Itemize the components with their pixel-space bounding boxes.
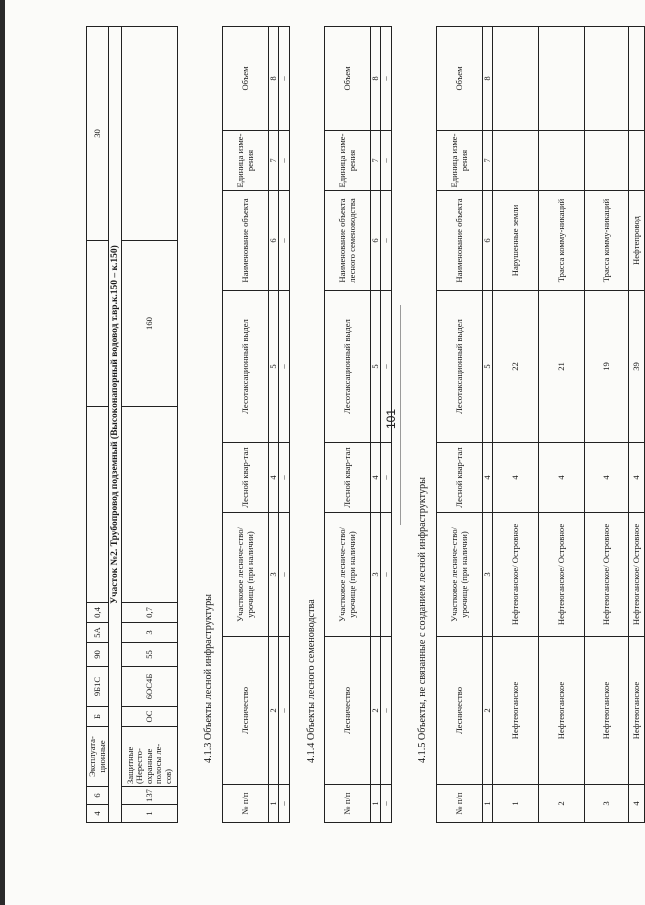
cell: 3 xyxy=(269,513,279,637)
cell: Трасса комму-никаций xyxy=(539,191,585,291)
cell: 137 xyxy=(122,787,178,805)
cell: 3 xyxy=(122,623,178,643)
cell: – xyxy=(381,443,391,513)
cell: 1 xyxy=(493,785,539,823)
cell: Наименование объекта xyxy=(437,191,483,291)
table-row xyxy=(539,27,585,823)
cell: 9Б1С xyxy=(87,667,109,707)
cell: Нарушенные земли xyxy=(493,191,539,291)
cell: – xyxy=(279,637,289,785)
cell xyxy=(87,407,109,603)
cell: 4 xyxy=(87,805,109,823)
cell: Нефтеюганское/ Островное xyxy=(585,513,629,637)
cell: 22 xyxy=(493,291,539,443)
scan-edge-shadow xyxy=(0,0,5,905)
cell xyxy=(87,241,109,407)
cell: ОС xyxy=(122,707,178,727)
table-4-1-3 xyxy=(222,26,290,823)
cell: – xyxy=(279,27,289,131)
section-heading: Участок №2. Трубопровод подземный (Высоконапорный водовод т.вр.к.150 – к.150) xyxy=(109,27,122,823)
cell xyxy=(493,131,539,191)
cell: Лесной квар-тал xyxy=(325,443,371,513)
cell: Лесничество xyxy=(437,637,483,785)
cell: Нефтеюганское xyxy=(629,637,645,785)
cell: Нефтеюганское/ Островное xyxy=(493,513,539,637)
section-title-4-1-4: 4.1.4 Объекты лесного семеноводства xyxy=(306,599,317,763)
cell: Наименование объекта xyxy=(223,191,269,291)
cell: Лесотаксационный выдел xyxy=(223,291,269,443)
cell: – xyxy=(279,191,289,291)
cell xyxy=(629,131,645,191)
cell: Трасса комму-никаций xyxy=(585,191,629,291)
cell xyxy=(122,27,178,241)
cell: 5А xyxy=(87,623,109,643)
cell: 7 xyxy=(269,131,279,191)
cell: – xyxy=(381,291,391,443)
table-4-1-4 xyxy=(324,26,392,823)
cell: № п/п xyxy=(223,785,269,823)
cell: 6 xyxy=(269,191,279,291)
cell: 7 xyxy=(483,131,493,191)
table-4-1-3-header xyxy=(223,27,269,823)
table-continuation xyxy=(86,26,178,823)
cell xyxy=(585,27,629,131)
cell: Объем xyxy=(223,27,269,131)
cell: Участковое лесниче-ство/урочище (при наличии) xyxy=(325,513,371,637)
cell: – xyxy=(381,191,391,291)
cell: 7 xyxy=(371,131,381,191)
table-continuation-row xyxy=(122,27,178,823)
cell: Единица изме-рения xyxy=(325,131,371,191)
table-row xyxy=(493,27,539,823)
cell: 4 xyxy=(629,443,645,513)
cell: 160 xyxy=(122,241,178,407)
cell: Объем xyxy=(325,27,371,131)
cell: 3 xyxy=(483,513,493,637)
cell: 1 xyxy=(371,785,381,823)
section-title-4-1-3: 4.1.3 Объекты лесной инфраструктуры xyxy=(203,593,214,763)
cell: Лесотаксационный выдел xyxy=(325,291,371,443)
cell: – xyxy=(279,291,289,443)
cell: 4 xyxy=(629,785,645,823)
cell: 0,4 xyxy=(87,603,109,623)
cell xyxy=(629,27,645,131)
cell: 39 xyxy=(629,291,645,443)
cell: 90 xyxy=(87,643,109,667)
cell: 4 xyxy=(493,443,539,513)
cell: 4 xyxy=(539,443,585,513)
section-title-4-1-5: 4.1.5 Объекты, не связанные с созданием лесной инфраструктуры xyxy=(417,477,428,763)
cell: 2 xyxy=(371,637,381,785)
table-row xyxy=(585,27,629,823)
page-number-rule xyxy=(400,305,401,525)
table-row xyxy=(279,27,289,823)
cell xyxy=(122,407,178,603)
cell: Нефтеюганское/ Островное xyxy=(539,513,585,637)
cell: Единица изме-рения xyxy=(223,131,269,191)
cell: Объем xyxy=(437,27,483,131)
cell: Нефтеюганское/ Островное xyxy=(629,513,645,637)
cell xyxy=(585,131,629,191)
cell: 3 xyxy=(371,513,381,637)
cell: 55 xyxy=(122,643,178,667)
table-4-1-5 xyxy=(436,26,645,823)
cell: 1 xyxy=(269,785,279,823)
cell: 6 xyxy=(87,787,109,805)
cell: Б xyxy=(87,707,109,727)
cell: – xyxy=(381,513,391,637)
table-continuation-header xyxy=(87,27,109,823)
cell: 4 xyxy=(269,443,279,513)
cell: 21 xyxy=(539,291,585,443)
cell: 8 xyxy=(483,27,493,131)
cell: 2 xyxy=(483,637,493,785)
cell: Участковое лесниче-ство/урочище (при наличии) xyxy=(223,513,269,637)
cell xyxy=(493,27,539,131)
cell: – xyxy=(381,637,391,785)
cell: 30 xyxy=(87,27,109,241)
table-row xyxy=(629,27,645,823)
cell: 1 xyxy=(483,785,493,823)
cell: № п/п xyxy=(437,785,483,823)
table-continuation-section xyxy=(109,27,122,823)
cell: 4 xyxy=(371,443,381,513)
cell: 4 xyxy=(483,443,493,513)
table-4-1-4-header xyxy=(325,27,371,823)
cell: Лесничество xyxy=(223,637,269,785)
cell: Эксплуата-ционные xyxy=(87,727,109,787)
cell: – xyxy=(381,27,391,131)
cell: № п/п xyxy=(325,785,371,823)
cell: Защитные (Нересто-охранные полосы ле-сов) xyxy=(122,727,178,787)
table-4-1-5-header xyxy=(437,27,483,823)
cell: 6ОС4Б xyxy=(122,667,178,707)
table-4-1-3-numbers xyxy=(269,27,279,823)
table-4-1-4-numbers xyxy=(371,27,381,823)
cell: Лесной квар-тал xyxy=(437,443,483,513)
cell: Лесотаксационный выдел xyxy=(437,291,483,443)
cell: – xyxy=(279,785,289,823)
cell: 0,7 xyxy=(122,603,178,623)
cell: 8 xyxy=(269,27,279,131)
cell: Нефтеюганское xyxy=(493,637,539,785)
table-row xyxy=(381,27,391,823)
cell: 2 xyxy=(269,637,279,785)
cell: – xyxy=(381,131,391,191)
cell: Единица изме-рения xyxy=(437,131,483,191)
cell: 3 xyxy=(585,785,629,823)
cell: 2 xyxy=(539,785,585,823)
cell: Лесничество xyxy=(325,637,371,785)
cell xyxy=(539,131,585,191)
cell: – xyxy=(279,443,289,513)
cell: Нефтепровод xyxy=(629,191,645,291)
cell: 5 xyxy=(483,291,493,443)
cell: – xyxy=(381,785,391,823)
cell xyxy=(539,27,585,131)
cell: Лесной квар-тал xyxy=(223,443,269,513)
cell: Наименование объекта лесного семеноводства xyxy=(325,191,371,291)
cell: – xyxy=(279,513,289,637)
cell: 1 xyxy=(122,805,178,823)
cell: Нефтеюганское xyxy=(539,637,585,785)
cell: 19 xyxy=(585,291,629,443)
cell: – xyxy=(279,131,289,191)
cell: 5 xyxy=(269,291,279,443)
cell: Нефтеюганское xyxy=(585,637,629,785)
cell: Участковое лесниче-ство/урочище (при наличии) xyxy=(437,513,483,637)
cell: 4 xyxy=(585,443,629,513)
table-4-1-5-numbers xyxy=(483,27,493,823)
cell: 5 xyxy=(371,291,381,443)
cell: 6 xyxy=(483,191,493,291)
cell: 6 xyxy=(371,191,381,291)
page-number: 101 xyxy=(384,408,398,429)
cell: 8 xyxy=(371,27,381,131)
